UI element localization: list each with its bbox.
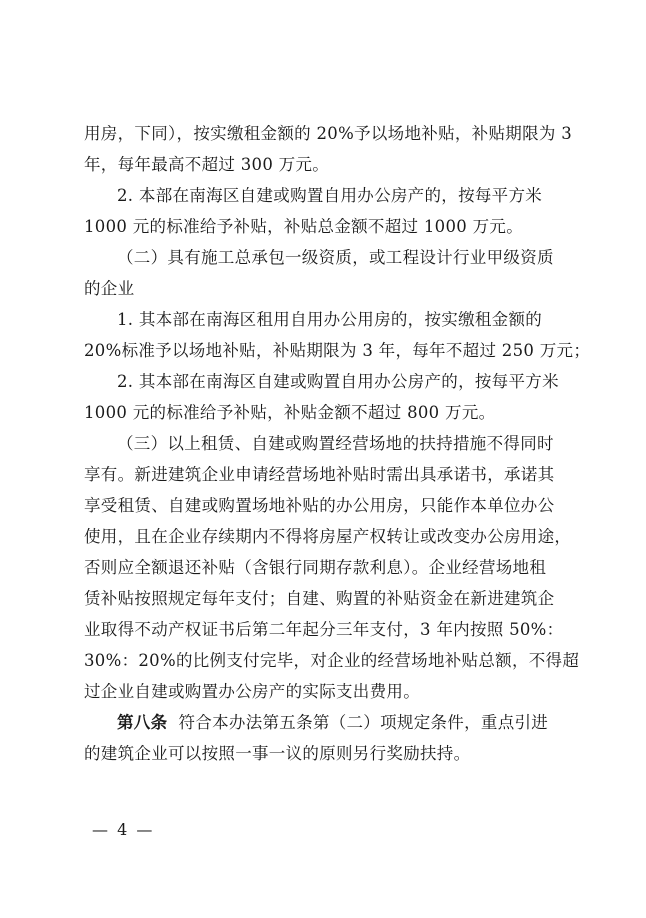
article-8-line-2: 的建筑企业可以按照一事一议的原则另行奖励扶持。 — [84, 744, 471, 763]
text-line: 2. 其本部在南海区自建或购置自用办公房产的，按每平方米 — [117, 372, 559, 391]
text-line: 否则应全额退还补贴（含银行同期存款利息）。企业经营场地租 — [84, 558, 547, 577]
text-line: 享受租赁、自建或购置场地补贴的办公用房，只能作本单位办公 — [84, 496, 555, 515]
text-line: 2. 本部在南海区自建或购置自用办公房产的，按每平方米 — [117, 186, 543, 205]
text-line: 使用，且在企业存续期内不得将房屋产权转让或改变办公房用途， — [84, 527, 572, 546]
body-text — [84, 118, 591, 769]
text-line: 享有。新进建筑企业申请经营场地补贴时需出具承诺书，承诺其 — [84, 465, 555, 484]
text-line: 过企业自建或购置办公房产的实际支出费用。 — [84, 682, 420, 701]
text-line: 20%标准予以场地补贴，补贴期限为 3 年，每年不超过 250 万元； — [84, 341, 591, 360]
article-8-line-1 — [84, 707, 568, 738]
article-8-text: 符合本办法第五条第（二）项规定条件，重点引进 — [167, 713, 549, 732]
text-line: 1000 元的标准给予补贴，补贴金额不超过 800 万元。 — [84, 403, 496, 422]
text-line: 年，每年最高不超过 300 万元。 — [84, 155, 330, 174]
text-line: 业取得不动产权证书后第二年起分三年支付，3 年内按照 50%： — [84, 620, 564, 639]
text-line: 用房，下同），按实缴租金额的 20%予以场地补贴，补贴期限为 3 — [84, 124, 573, 143]
article-8-heading: 第八条 — [117, 713, 168, 732]
text-line: 30%：20%的比例支付完毕，对企业的经营场地补贴总额，不得超 — [84, 651, 580, 670]
text-line: 赁补贴按照规定每年支付；自建、购置的补贴资金在新进建筑企 — [84, 589, 555, 608]
section-heading: （二）具有施工总承包一级资质，或工程设计行业甲级资质 — [117, 248, 554, 267]
text-line: 1000 元的标准给予补贴，补贴总金额不超过 1000 万元。 — [84, 217, 524, 236]
text-line: 1. 其本部在南海区租用自用办公用房的，按实缴租金额的 — [117, 310, 543, 329]
page-number: — 4 — — [92, 820, 155, 839]
section-heading: （三）以上租赁、自建或购置经营场地的扶持措施不得同时 — [117, 434, 554, 453]
text-line: 的企业 — [84, 279, 135, 298]
